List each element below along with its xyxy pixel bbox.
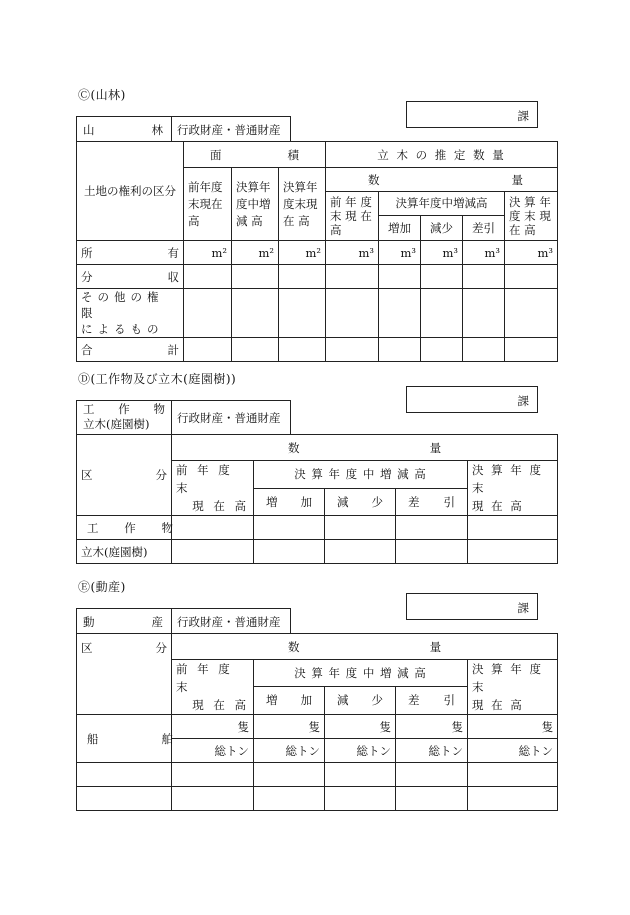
col-category: 区 分 (77, 634, 172, 715)
section-d-ka-box[interactable] (406, 386, 538, 413)
table-row: 立木(庭園樹) (77, 540, 558, 564)
tree-end: 決 算 年 度 末 現 在 高 (505, 192, 558, 241)
section-d-title: Ⓓ(工作物及び立木(庭園樹)) (78, 372, 237, 386)
section-e-table: 区 分 数 量 前 年 度 末 現 在 高 決 算 年 度 中 増 減 高 決 算 年 度 末 現 在 高 増 加 減 少 差 引 船 舶 隻 隻 隻 隻 隻 総トン 総トン 総トン 総トン 総トン (76, 633, 558, 811)
section-d-label-property: 行政財産・普通財産 (171, 400, 291, 435)
table-row: 総トン 総トン 総トン 総トン 総トン (77, 739, 558, 763)
tree-change: 決算年度中増減高 増加 減少 差引 (379, 192, 505, 241)
table-row: 工 作 物 (77, 516, 558, 540)
header-area: 面 積 (184, 142, 326, 168)
col-category: 区 分 (77, 435, 172, 516)
tree-prev: 前 年 度 末 現 在 高 (326, 192, 379, 241)
ka-label: 課 (517, 601, 529, 615)
table-row: 分 収 (77, 265, 558, 289)
table-row: 所 有 m² m² m² m³ m³ m³ m³ m³ (77, 241, 558, 265)
col-category: 土地の権利の区分 (77, 142, 184, 241)
section-e-ka-box[interactable] (406, 593, 538, 620)
table-row: その他の権限 によるもの (77, 289, 558, 338)
section-c-title: Ⓒ(山林) (78, 88, 126, 102)
end-stock: 決 算 年 度 末 現 在 高 (468, 461, 558, 516)
section-e-title: Ⓔ(動産) (78, 580, 126, 594)
section-c-ka-box[interactable] (406, 101, 538, 128)
area-prev: 前年度 末現在 高 (184, 168, 232, 241)
ka-label: 課 (517, 394, 529, 408)
header-trees: 立 木 の 推 定 数 量 (326, 142, 558, 168)
table-row (77, 763, 558, 787)
section-d-label-structure: 工 作 物 立木(庭園樹) (76, 400, 172, 435)
section-c-table (76, 141, 558, 362)
prev-stock: 前 年 度 末 現 在 高 (172, 461, 254, 516)
section-c-label-property: 行政財産・普通財産 (171, 116, 291, 142)
area-change: 決算年 度中増 減 高 (232, 168, 279, 241)
area-end: 決算年 度末現 在 高 (279, 168, 326, 241)
qty-header: 数 量 (326, 168, 558, 192)
table-row (77, 787, 558, 811)
section-d-table: 区 分 数 量 前 年 度 末 現 在 高 決 算 年 度 中 増 減 高 決 算 年 度 末 現 在 高 増 加 減 少 差 引 工 作 物 立木(庭園樹) (76, 434, 558, 564)
ka-label: 課 (517, 109, 529, 123)
change-header: 決 算 年 度 中 増 減 高 (254, 461, 468, 489)
change-header: 決 算 年 度 中 増 減 高 (254, 660, 468, 687)
end-stock: 決 算 年 度 末 現 在 高 (468, 660, 558, 715)
qty-header: 数 量 (172, 634, 558, 660)
section-e-label-property: 行政財産・普通財産 (171, 608, 291, 634)
table-row: 船 舶 隻 隻 隻 隻 隻 (77, 715, 558, 739)
section-c-label-mountain: 山 林 (76, 116, 172, 142)
table-row: 合 計 (77, 338, 558, 362)
prev-stock: 前 年 度 末 現 在 高 (172, 660, 254, 715)
qty-header: 数 量 (172, 435, 558, 461)
section-e-label-movables: 動 産 (76, 608, 172, 634)
